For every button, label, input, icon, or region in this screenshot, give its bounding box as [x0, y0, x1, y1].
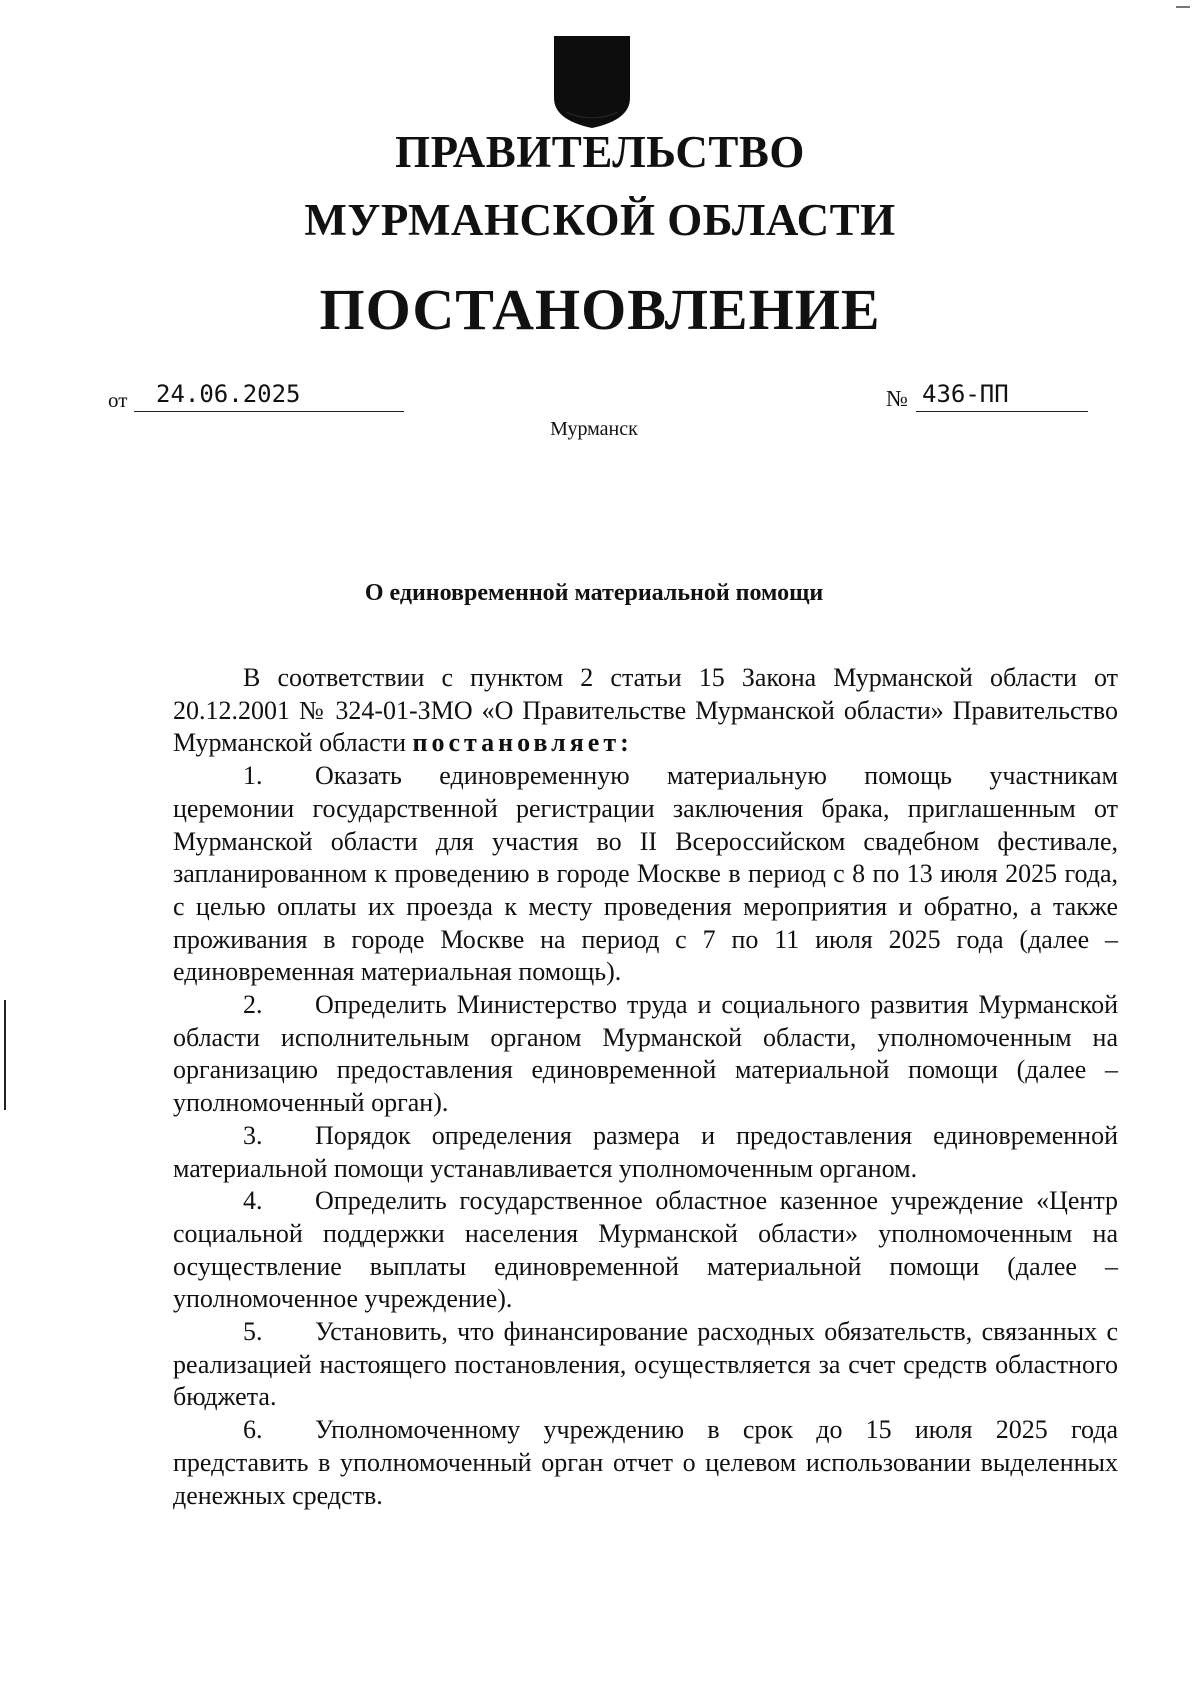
scan-margin-line [4, 1000, 6, 1110]
preamble-text: В соответствии с пунктом 2 статьи 15 Закона Мурманской области от 20.12.2001 № 324-01-ЗМО «О Правительстве Мурманской области» Правительство Мурманской области [173, 663, 1118, 758]
item-text: Установить, что финансирование расходных обязательств, связанных с реализацией настоящего постановления, осуществляется за счет средств областного бюджета. [173, 1317, 1118, 1412]
list-item [173, 760, 1118, 989]
date-number-row [108, 380, 1088, 420]
item-number: 2. [243, 990, 263, 1020]
item-text: Определить государственное областное казенное учреждение «Центр социальной поддержки населения Мурманской области» уполномоченным на осуществление выплаты единовременной материальной помощи (далее – уполномоченное учреждение). [173, 1186, 1118, 1314]
item-number: 6. [243, 1415, 263, 1445]
item-number: 5. [243, 1317, 263, 1347]
item-text: Порядок определения размера и предоставления единовременной материальной помощи устанавливается уполномоченным органом. [173, 1120, 1118, 1183]
list-item [173, 1120, 1118, 1185]
document-title: О единовременной материальной помощи [364, 580, 824, 606]
document-body [173, 662, 1118, 1512]
list-item [173, 1414, 1118, 1512]
list-item [173, 1185, 1118, 1316]
item-text: Оказать единовременную материальную помощь участникам церемонии государственной регистрации заключения брака, приглашенным от Мурманской области для участия во II Всероссийском свадебном фестивале, запланированном к проведению в городе Москве в период с 8 по 13 июля 2025 года, с целью оплаты их проезда к месту проведения мероприятия и обратно, а также проживания в городе Москве на период с 7 по 11 июля 2025 года (далее – единовременная материальная помощь). [173, 761, 1118, 987]
number-label: № [886, 386, 908, 411]
document-type: ПОСТАНОВЛЕНИЕ [319, 277, 881, 342]
date-label: от [108, 388, 128, 412]
item-number: 4. [243, 1186, 263, 1216]
item-text: Определить Министерство труда и социального развития Мурманской области исполнительным органом Мурманской области, уполномоченным на организацию предоставления единовременной материальной помощи (далее – уполномоченный орган). [173, 990, 1118, 1118]
document-number: 436-ПП [916, 380, 1088, 412]
item-number: 1. [243, 761, 263, 791]
document-date: 24.06.2025 [134, 380, 404, 412]
list-item [173, 1316, 1118, 1414]
preamble-colon: : [620, 728, 633, 758]
city: Мурманск [550, 418, 638, 440]
org-name-line1: ПРАВИТЕЛЬСТВО [395, 127, 805, 177]
list-item [173, 989, 1118, 1120]
preamble [173, 662, 1118, 760]
item-text: Уполномоченному учреждению в срок до 15 июля 2025 года представить в уполномоченный орган отчет о целевом использовании выделенных денежных средств. [173, 1415, 1118, 1510]
scan-artifact [1176, 6, 1190, 8]
coat-of-arms-icon [552, 34, 632, 130]
resolves-word: постановляет [412, 728, 621, 758]
item-number: 3. [243, 1120, 263, 1150]
org-name-line2: МУРМАНСКОЙ ОБЛАСТИ [304, 195, 896, 245]
